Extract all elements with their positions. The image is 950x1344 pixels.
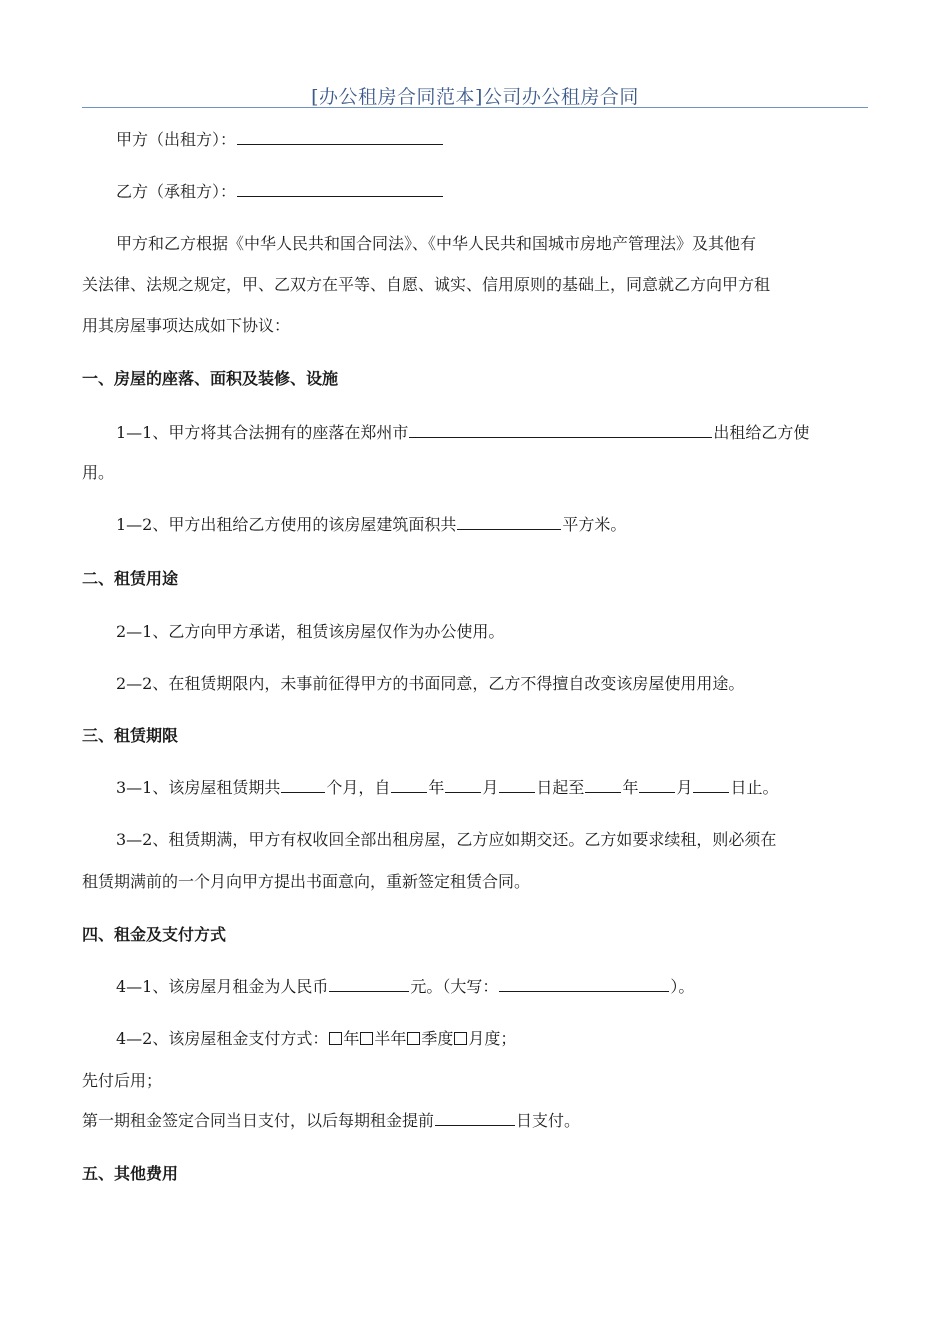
clause-3-2-line-1: 3—2、租赁期满，甲方有权收回全部出租房屋，乙方应如期交还。乙方如要求续租，则必须在 <box>116 830 777 849</box>
clause-1-2-text-a: 1—2、甲方出租给乙方使用的该房屋建筑面积共 <box>116 515 457 534</box>
clause-4-1 <box>82 975 868 999</box>
title-rule <box>82 107 868 108</box>
party-b-label: 乙方（承租方）： <box>116 182 237 201</box>
clause-1-1-text-a: 1—1、甲方将其合法拥有的座落在郑州市 <box>116 423 409 442</box>
clause-3-1-text: 年 <box>622 778 639 797</box>
section-1-heading: 一、房屋的座落、面积及装修、设施 <box>82 369 339 388</box>
clause-2-1: 2—1、乙方向甲方承诺，租赁该房屋仅作为办公使用。 <box>116 622 505 641</box>
clause-3-1-text: 日止。 <box>730 778 779 797</box>
clause-4-1-text: 元。（大写： <box>410 977 499 996</box>
section-2-heading: 二、租赁用途 <box>82 569 179 588</box>
area-blank[interactable] <box>457 514 561 530</box>
party-a-label: 甲方（出租方）： <box>116 130 237 149</box>
clause-4-1-text: 4—1、该房屋月租金为人民币 <box>116 977 329 996</box>
quarterly-checkbox[interactable] <box>407 1032 420 1045</box>
clause-3-1-text: 3—1、该房屋租赁期共 <box>116 778 281 797</box>
intro-line-2: 关法律、法规之规定，甲、乙双方在平等、自愿、诚实、信用原则的基础上，同意就乙方向甲方租 <box>82 275 771 294</box>
clause-1-2 <box>82 513 868 537</box>
end-day-blank[interactable] <box>693 777 729 793</box>
first-period-line <box>82 1109 868 1133</box>
start-day-blank[interactable] <box>499 777 535 793</box>
half-year-checkbox[interactable] <box>360 1032 373 1045</box>
clause-4-2 <box>82 1027 868 1051</box>
option-label: 半年 <box>374 1029 407 1048</box>
party-b-line <box>82 180 868 204</box>
clause-3-1 <box>82 776 868 800</box>
clause-3-1-text: 月 <box>482 778 499 797</box>
clause-1-1-cont: 用。 <box>82 463 115 482</box>
section-4-heading: 四、租金及支付方式 <box>82 925 227 944</box>
first-period-text: 日支付。 <box>516 1111 581 1130</box>
page-title: [办公租房合同范本]公司办公租房合同 <box>311 86 639 108</box>
advance-days-blank[interactable] <box>435 1110 515 1126</box>
clause-1-1-text-b: 出租给乙方使 <box>713 423 810 442</box>
address-blank[interactable] <box>409 422 712 438</box>
months-blank[interactable] <box>281 777 325 793</box>
clause-3-1-text: 年 <box>428 778 445 797</box>
party-a-line <box>82 128 868 152</box>
clause-1-2-text-b: 平方米。 <box>562 515 627 534</box>
end-year-blank[interactable] <box>585 777 621 793</box>
yearly-checkbox[interactable] <box>329 1032 342 1045</box>
rent-words-blank[interactable] <box>499 976 669 992</box>
clause-3-1-text: 月 <box>676 778 693 797</box>
party-a-blank[interactable] <box>237 129 443 145</box>
prepay-note: 先付后用； <box>82 1071 163 1090</box>
end-month-blank[interactable] <box>639 777 675 793</box>
first-period-text: 第一期租金签定合同当日支付，以后每期租金提前 <box>82 1111 435 1130</box>
option-label: 季度 <box>421 1029 454 1048</box>
clause-3-1-text: 个月，自 <box>326 778 391 797</box>
section-3-heading: 三、租赁期限 <box>82 726 179 745</box>
rent-amount-blank[interactable] <box>329 976 409 992</box>
option-label: 月度； <box>468 1029 517 1048</box>
party-b-blank[interactable] <box>237 181 443 197</box>
start-month-blank[interactable] <box>445 777 481 793</box>
section-5-heading: 五、其他费用 <box>82 1164 179 1183</box>
clause-1-1 <box>82 421 868 445</box>
start-year-blank[interactable] <box>391 777 427 793</box>
clause-3-1-text: 日起至 <box>536 778 585 797</box>
clause-3-2-line-2: 租赁期满前的一个月向甲方提出书面意向，重新签定租赁合同。 <box>82 872 531 891</box>
monthly-checkbox[interactable] <box>454 1032 467 1045</box>
clause-4-2-text: 4—2、该房屋租金支付方式： <box>116 1029 329 1048</box>
intro-line-3: 用其房屋事项达成如下协议： <box>82 316 291 335</box>
intro-line-1: 甲方和乙方根据《中华人民共和国合同法》、《中华人民共和国城市房地产管理法》及其他有 <box>116 234 757 253</box>
clause-2-2: 2—2、在租赁期限内，未事前征得甲方的书面同意，乙方不得擅自改变该房屋使用用途。 <box>116 674 745 693</box>
option-label: 年 <box>343 1029 360 1048</box>
clause-4-1-text: ）。 <box>670 977 695 996</box>
